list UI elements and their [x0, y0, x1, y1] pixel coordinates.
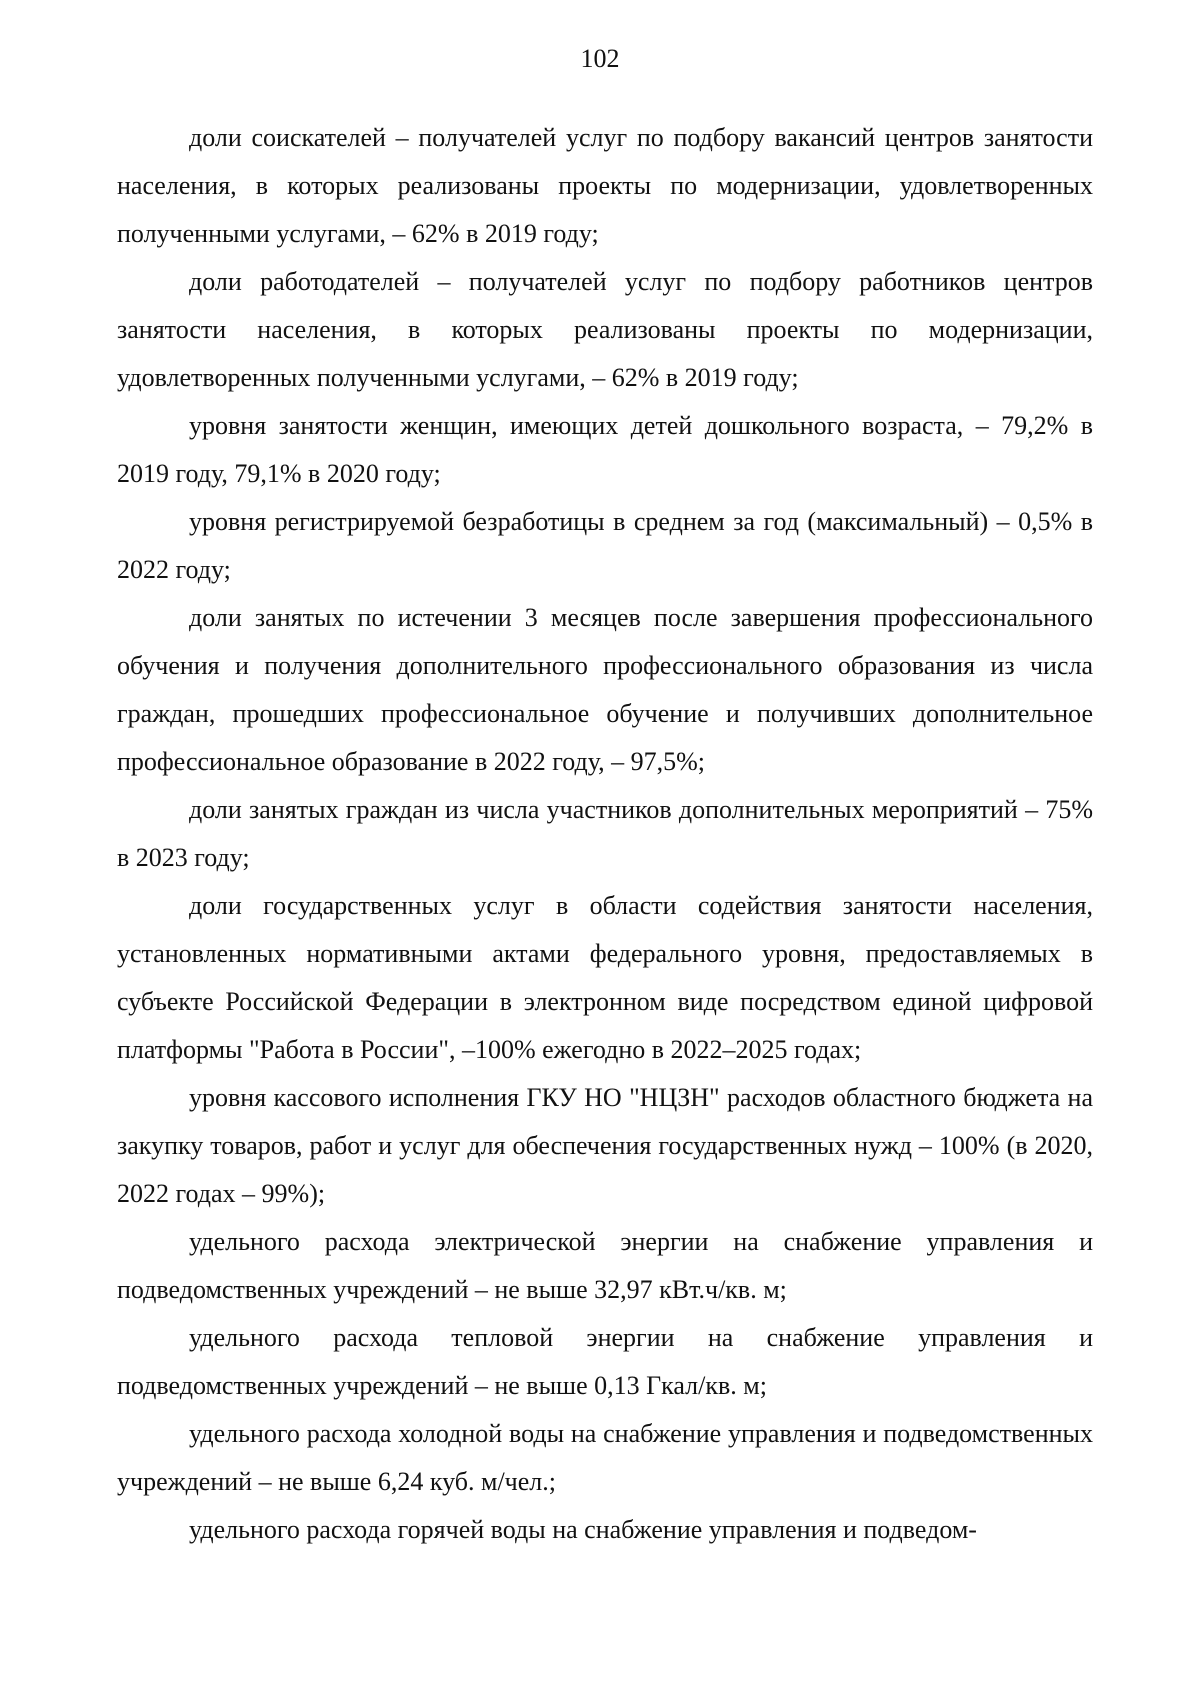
document-body [117, 114, 1093, 1554]
paragraph-hot-water-consumption: удельного расхода горячей воды на снабжение управления и подведом- [189, 1515, 977, 1544]
paragraph-electricity-consumption: удельного расхода электрической энергии на снабжение управления и подведомственных учреждений – не выше 32,97 кВт.ч/кв. м; [117, 1227, 1093, 1304]
paragraph-employed-after-training: доли занятых по истечении 3 месяцев после завершения профессионального обучения и получения дополнительного профессионального образования из числа граждан, прошедших профессиональное обучение и получивших дополнительное профессиональное образование в 2022 году, – 97,5%; [117, 603, 1093, 776]
page-number: 102 [580, 44, 620, 73]
paragraph-cash-execution: уровня кассового исполнения ГКУ НО "НЦЗН" расходов областного бюджета на закупку товаров, работ и услуг для обеспечения государственных нужд – 100% (в 2020, 2022 годах – 99%); [117, 1083, 1093, 1208]
paragraph-electronic-services: доли государственных услуг в области содействия занятости населения, установленных нормативными актами федерального уровня, предоставляемых в субъекте Российской Федерации в электронном виде посредством единой цифровой платформы "Работа в России", –100% ежегодно в 2022–2025 годах; [117, 891, 1093, 1064]
paragraph-heat-consumption: удельного расхода тепловой энергии на снабжение управления и подведомственных учреждений – не выше 0,13 Гкал/кв. м; [117, 1323, 1093, 1400]
paragraph-employers-share: доли работодателей – получателей услуг по подбору работников центров занятости населения, в которых реализованы проекты по модернизации, удовлетворенных полученными услугами, – 62% в 2019 году; [117, 267, 1093, 392]
paragraph-job-seekers-share: доли соискателей – получателей услуг по подбору вакансий центров занятости населения, в которых реализованы проекты по модернизации, удовлетворенных полученными услугами, – 62% в 2019 году; [117, 123, 1093, 248]
paragraph-cold-water-consumption: удельного расхода холодной воды на снабжение управления и подведомственных учреждений – не выше 6,24 куб. м/чел.; [117, 1419, 1093, 1496]
paragraph-additional-measures: доли занятых граждан из числа участников дополнительных мероприятий – 75% в 2023 году; [117, 795, 1093, 872]
paragraph-women-employment: уровня занятости женщин, имеющих детей дошкольного возраста, – 79,2% в 2019 году, 79,1% в 2020 году; [117, 411, 1093, 488]
paragraph-unemployment-level: уровня регистрируемой безработицы в среднем за год (максимальный) – 0,5% в 2022 году; [117, 507, 1093, 584]
